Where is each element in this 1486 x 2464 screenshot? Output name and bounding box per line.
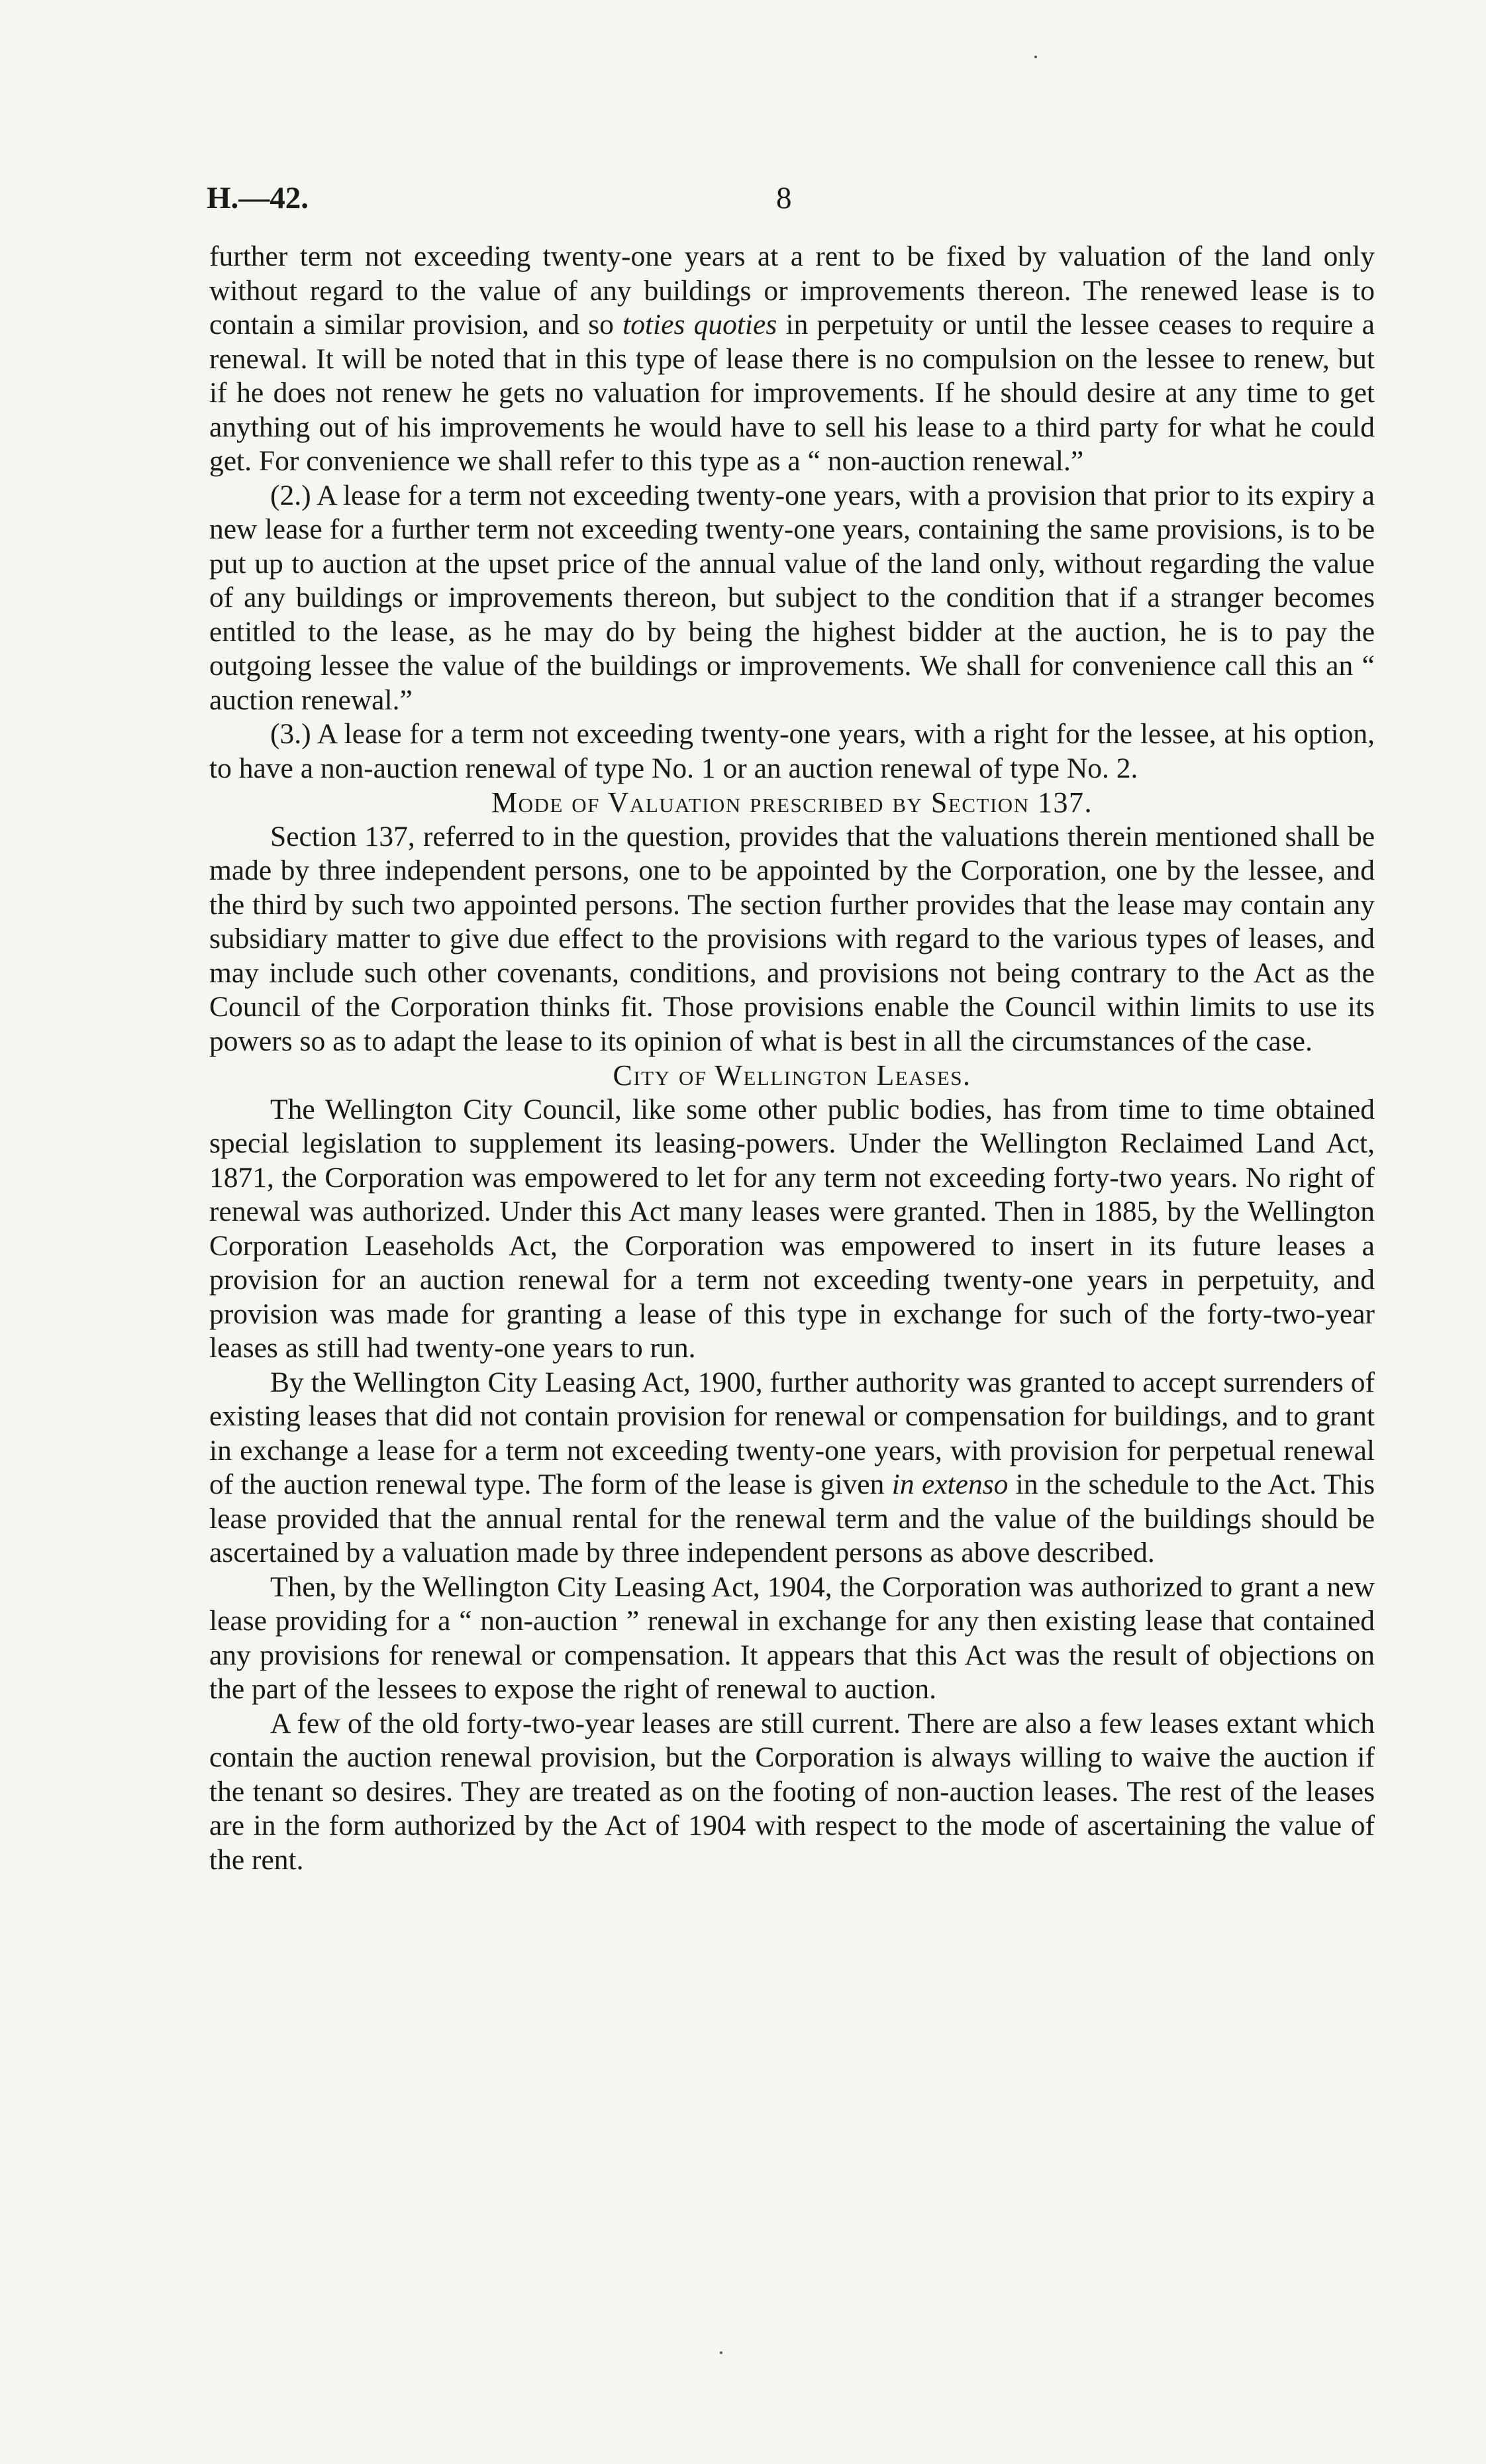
paragraph-current-leases: A few of the old forty-two-year leases are still current. There are also a few leases extant which contain the auction renewal provision, but the Corporation is always willing to waive the auction if the tenant so desires. They are treated as on the footing of non-auction leases. The rest of the leases are in the form authorized by the Act of 1904 with respect to the mode of ascertaining the value of the rent. (209, 1707, 1375, 1876)
page-number: 8 (776, 181, 792, 215)
paragraph-continued: further term not exceeding twenty-one years at a rent to be fixed by valuation of the land only without regard to the value of any buildings or improvements thereon. The renewed lease is to contain a similar provision, and so toties quoties in perpetuity or until the lessee ceases to require a renewal. It will be noted that in this type of lease there is no compulsion on the lessee to renew, but if he does not renew he gets no valuation for improvements. If he should desire at any time to get anything out of his improvements he would have to sell his lease to a third party for what he could get. For convenience we shall refer to this type as a “ non-auction renewal.” (209, 240, 1375, 477)
scan-speck (720, 2351, 722, 2354)
paragraph-section-137: Section 137, referred to in the question, provides that the valuations therein mentioned shall be made by three independent persons, one to be appointed by the Corporation, one by the lessee, and the third by such two appointed persons. The section further provides that the lease may contain any subsidiary matter to give due effect to the provisions with regard to the various types of leases, and may include such other covenants, conditions, and provisions not being contrary to the Act as the Council of the Corporation thinks fit. Those provisions enable the Council within limits to use its powers so as to adapt the lease to its opinion of what is best in all the circumstances of the case. (209, 820, 1375, 1057)
paragraph-auction-renewal: (2.) A lease for a term not exceeding twenty-one years, with a provision that prior to its expiry a new lease for a further term not exceeding twenty-one years, containing the same provisions, is to be put up to auction at the upset price of the annual value of the land only, without regarding the value of any buildings or improvements thereon, but subject to the condition that if a stranger becomes entitled to the lease, as he may do by being the highest bidder at the auction, he is to pay the outgoing lessee the value of the buildings or improvements. We shall for convenience call this an “ auction renewal.” (209, 479, 1375, 716)
scan-speck (1034, 56, 1037, 58)
document-reference: H.—42. (207, 181, 309, 215)
section-heading-wellington-leases: City of Wellington Leases. (613, 1059, 971, 1092)
paragraph-wellington-council: The Wellington City Council, like some other public bodies, has from time to time obtained special legislation to supplement its leasing-powers. Under the Wellington Reclaimed Land Act, 1871, the Corporation was empowered to let for any term not exceeding forty-two years. No right of renewal was authorized. Under this Act many leases were granted. Then in 1885, by the Wellington Corporation Leaseholds Act, the Corporation was empowered to insert in its future leases a provision for an auction renewal for a term not exceeding twenty-one years in perpetuity, and provision was made for granting a lease of this type in exchange for such of the forty-two-year leases as still had twenty-one years to run. (209, 1093, 1375, 1364)
page-header (207, 180, 1372, 220)
section-heading-mode-of-valuation: Mode of Valuation prescribed by Section 137. (491, 786, 1093, 819)
paragraph-leasing-act-1904: Then, by the Wellington City Leasing Act, 1904, the Corporation was authorized to grant a new lease providing for a “ non-auction ” renewal in exchange for any then existing lease that contained any provisions for renewal or compensation. It appears that this Act was the result of objections on the part of the lessees to expose the right of renewal to auction. (209, 1570, 1375, 1705)
paragraph-leasing-act-1900: By the Wellington City Leasing Act, 1900, further authority was granted to accept surrenders of existing leases that did not contain provision for renewal or compensation for buildings, and to grant in exchange a lease for a term not exceeding twenty-one years, with provision for perpetual renewal of the auction renewal type. The form of the lease is given in extenso in the schedule to the Act. This lease provided that the annual rental for the renewal term and the value of the buildings should be ascertained by a valuation made by three independent persons as above described. (209, 1366, 1375, 1568)
body-text (209, 240, 1375, 1877)
paragraph-optional-renewal: (3.) A lease for a term not exceeding twenty-one years, with a right for the lessee, at his option, to have a non-auction renewal of type No. 1 or an auction renewal of type No. 2. (209, 718, 1375, 784)
